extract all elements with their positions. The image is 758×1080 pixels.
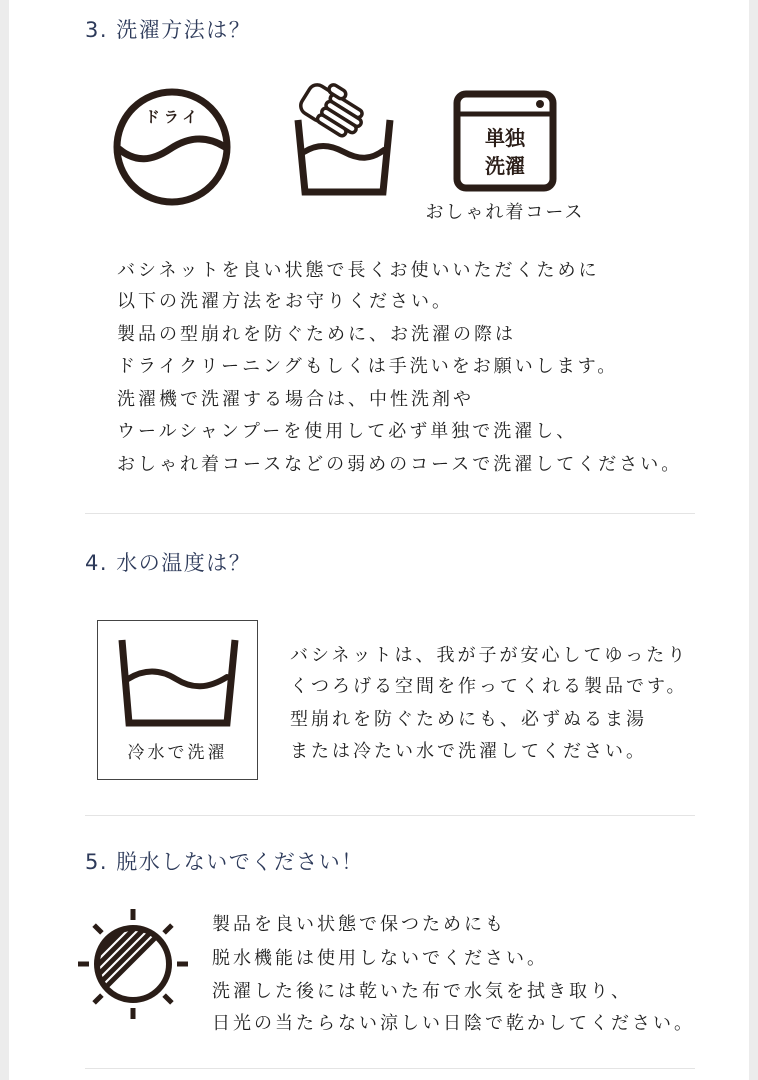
section-3-text-line: 洗濯機で洗濯する場合は、中性洗剤や <box>117 389 474 410</box>
section-5-heading: 5. 脱水しないでください！ <box>85 850 364 874</box>
section-4-heading: 4. 水の温度は？ <box>85 551 252 575</box>
section-4-text-line: 型崩れを防ぐためにも、必ずぬるま湯 <box>290 709 647 730</box>
section-3-heading: 3. 洗濯方法は？ <box>85 18 252 42</box>
washing-machine-icon <box>450 87 560 195</box>
spin-ray <box>94 995 102 1003</box>
water-wave <box>304 146 384 158</box>
section-divider <box>85 815 695 816</box>
hand-wash-icon <box>288 82 398 200</box>
hatch-stripe <box>73 904 169 1000</box>
hand-icon <box>297 75 371 142</box>
section-divider <box>85 1068 695 1069</box>
no-spin-dry-icon <box>73 904 193 1024</box>
hatch-stripe <box>73 904 179 1010</box>
section-3-text-line: ウールシャンプーを使用して必ず単独で洗濯し、 <box>117 421 578 442</box>
machine-label-line2: 洗濯 <box>485 154 525 178</box>
machine-caption: おしゃれ着コース <box>425 202 585 223</box>
cold-water-label: 冷水で洗濯 <box>127 743 228 763</box>
spin-ray <box>164 995 172 1003</box>
section-5-text-line: 日光の当たらない涼しい日陰で乾かしてください。 <box>212 1013 695 1034</box>
section-5-text-line: 洗濯した後には乾いた布で水気を拭き取り、 <box>212 981 632 1002</box>
machine-dial-dot <box>536 100 544 108</box>
dry-clean-wave <box>119 139 225 159</box>
section-3-text-line: ドライクリーニングもしくは手洗いをお願いします。 <box>117 356 619 377</box>
section-3-text-line: おしゃれ着コースなどの弱めのコースで洗濯してください。 <box>117 454 683 475</box>
water-wave <box>128 672 227 687</box>
section-5-text-line: 脱水機能は使用しないでください。 <box>212 948 548 969</box>
section-4-text-line: バシネットは、我が子が安心してゆったり <box>290 645 689 666</box>
section-3-text-line: 以下の洗濯方法をお守りください。 <box>117 291 453 312</box>
machine-label-line1: 単独 <box>485 126 525 150</box>
spin-ray <box>164 925 172 933</box>
section-5-text-line: 製品を良い状態で保つためにも <box>212 914 506 935</box>
dry-clean-icon <box>110 85 234 209</box>
spin-ray <box>94 925 102 933</box>
dry-clean-label: ドライ <box>144 108 202 126</box>
section-4-text-line: または冷たい水で洗濯してください。 <box>290 741 647 762</box>
section-3-text-line: バシネットを良い状態で長くお使いいただくために <box>117 260 600 281</box>
section-3-text-line: 製品の型崩れを防ぐために、お洗濯の際は <box>117 324 516 345</box>
section-divider <box>85 513 695 514</box>
section-4-text-line: くつろげる空間を作ってくれる製品です。 <box>290 676 688 697</box>
cold-water-wash-icon <box>113 633 243 733</box>
